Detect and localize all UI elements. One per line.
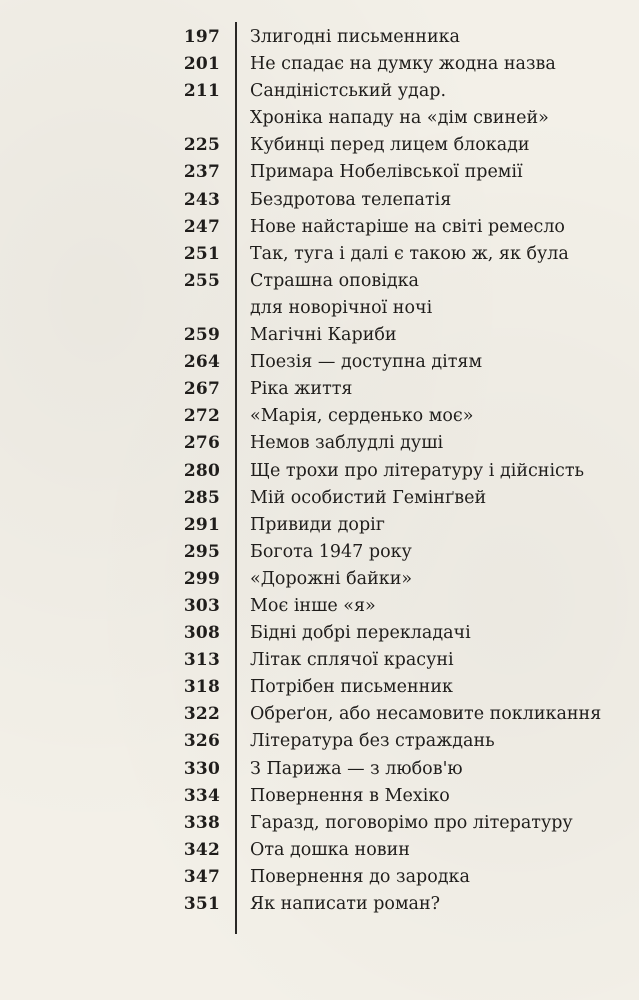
toc-entry-title: Кубинці перед лицем блокади	[250, 135, 530, 156]
toc-entry	[0, 187, 639, 214]
toc-page-number: 334	[183, 785, 220, 806]
toc-entry	[0, 214, 639, 241]
toc-page-number: 313	[183, 650, 220, 671]
toc-entry-title: Літак сплячої красуні	[250, 650, 454, 671]
toc-entry	[0, 268, 639, 295]
table-of-contents	[0, 24, 639, 918]
toc-page-number: 259	[183, 325, 220, 346]
toc-page-number: 264	[183, 352, 220, 373]
toc-entry	[0, 159, 639, 186]
toc-page-number: 291	[183, 514, 220, 535]
toc-entry-title: Потрібен письменник	[250, 677, 453, 698]
toc-page-number: 237	[183, 162, 220, 183]
toc-page-number: 347	[183, 866, 220, 887]
toc-page-number: 225	[183, 135, 220, 156]
toc-entry	[0, 430, 639, 457]
toc-entry	[0, 674, 639, 701]
toc-entry	[0, 566, 639, 593]
toc-page-number: 342	[183, 839, 220, 860]
toc-page-number: 330	[183, 758, 220, 779]
toc-page-number: 201	[183, 54, 220, 75]
toc-entry-title: Як написати роман?	[250, 894, 441, 914]
toc-page-number: 267	[183, 379, 220, 400]
toc-page-number: 308	[183, 623, 220, 644]
toc-entry-title: Поезія — доступна дітям	[250, 352, 483, 373]
toc-page-number: 276	[183, 433, 220, 454]
toc-entry	[0, 783, 639, 810]
toc-entry-title: Ріка життя	[250, 379, 353, 400]
toc-page-number: 211	[183, 81, 220, 102]
toc-entry-title: Богота 1947 року	[250, 541, 412, 562]
toc-entry	[0, 620, 639, 647]
toc-entry	[0, 728, 639, 755]
toc-entry	[0, 403, 639, 430]
toc-page-number: 243	[183, 189, 220, 210]
toc-entry	[0, 51, 639, 78]
toc-entry	[0, 837, 639, 864]
toc-entry	[0, 24, 639, 51]
toc-page-number: 197	[183, 27, 220, 47]
toc-page-number: 303	[183, 595, 220, 616]
toc-entry	[0, 322, 639, 349]
toc-entry-title: Примара Нобелівської премії	[250, 162, 523, 183]
toc-page-number: 255	[183, 270, 220, 291]
toc-page-number: 326	[183, 731, 220, 752]
toc-page-number: 247	[183, 216, 220, 237]
toc-entry-title: Повернення до зародка	[250, 866, 470, 887]
toc-entry-title: Бездротова телепатія	[250, 189, 452, 210]
toc-entry-title: Магічні Кариби	[250, 325, 397, 346]
toc-entry-title: З Парижа — з любов'ю	[250, 758, 463, 779]
toc-entry	[0, 593, 639, 620]
toc-entry-title: Привиди доріг	[250, 514, 385, 535]
toc-page-number: 295	[183, 541, 220, 562]
toc-entry	[0, 349, 639, 376]
toc-entry	[0, 78, 639, 105]
toc-entry	[0, 105, 639, 132]
toc-entry	[0, 810, 639, 837]
toc-entry-title: для новорічної ночі	[250, 297, 433, 318]
toc-entry	[0, 701, 639, 728]
toc-entry	[0, 295, 639, 322]
toc-entry	[0, 891, 639, 918]
toc-entry	[0, 539, 639, 566]
toc-entry-title: «Дорожні байки»	[250, 568, 413, 589]
toc-entry-title: Немов заблудлі душі	[250, 433, 444, 454]
toc-entry-title: Страшна оповідка	[250, 270, 419, 291]
toc-page-number: 251	[183, 243, 220, 264]
toc-entry	[0, 647, 639, 674]
toc-entry-title: Обреґон, або несамовите покликання	[250, 704, 602, 725]
toc-entry-title: Бідні добрі перекладачі	[250, 623, 471, 644]
toc-entry-title: Ота дошка новин	[250, 839, 410, 860]
toc-entry-title: Так, туга і далі є такою ж, як була	[250, 243, 569, 264]
toc-entry	[0, 512, 639, 539]
toc-page-number: 322	[183, 704, 220, 725]
toc-entry-title: Нове найстаріше на світі ремесло	[250, 216, 565, 237]
toc-entry-title: Злигодні письменника	[250, 27, 460, 47]
toc-entry-title: Моє інше «я»	[250, 595, 376, 616]
toc-entry-title: Література без страждань	[250, 731, 495, 752]
toc-entry-title: Повернення в Мехіко	[250, 785, 450, 806]
toc-entry	[0, 376, 639, 403]
toc-page-number: 318	[183, 677, 220, 698]
toc-entry	[0, 458, 639, 485]
toc-page-number: 285	[183, 487, 220, 508]
toc-page-number: 351	[183, 894, 220, 914]
toc-entry-title: «Марія, серденько моє»	[250, 406, 474, 427]
toc-entry	[0, 485, 639, 512]
toc-page-number: 299	[183, 568, 220, 589]
toc-entry-title: Гаразд, поговорімо про літературу	[250, 812, 573, 833]
toc-page-number: 272	[183, 406, 220, 427]
toc-page-number: 338	[183, 812, 220, 833]
toc-entry	[0, 864, 639, 891]
toc-entry-title: Ще трохи про літературу і дійсність	[250, 460, 585, 481]
toc-page-number: 280	[183, 460, 220, 481]
toc-entry-title: Мій особистий Гемінґвей	[250, 487, 487, 508]
toc-entry	[0, 241, 639, 268]
toc-entry-title: Не спадає на думку жодна назва	[250, 54, 556, 75]
toc-entry	[0, 756, 639, 783]
toc-entry-title: Сандіністський удар.	[250, 81, 447, 102]
toc-entry-title: Хроніка нападу на «дім свиней»	[250, 108, 549, 129]
toc-entry	[0, 132, 639, 159]
